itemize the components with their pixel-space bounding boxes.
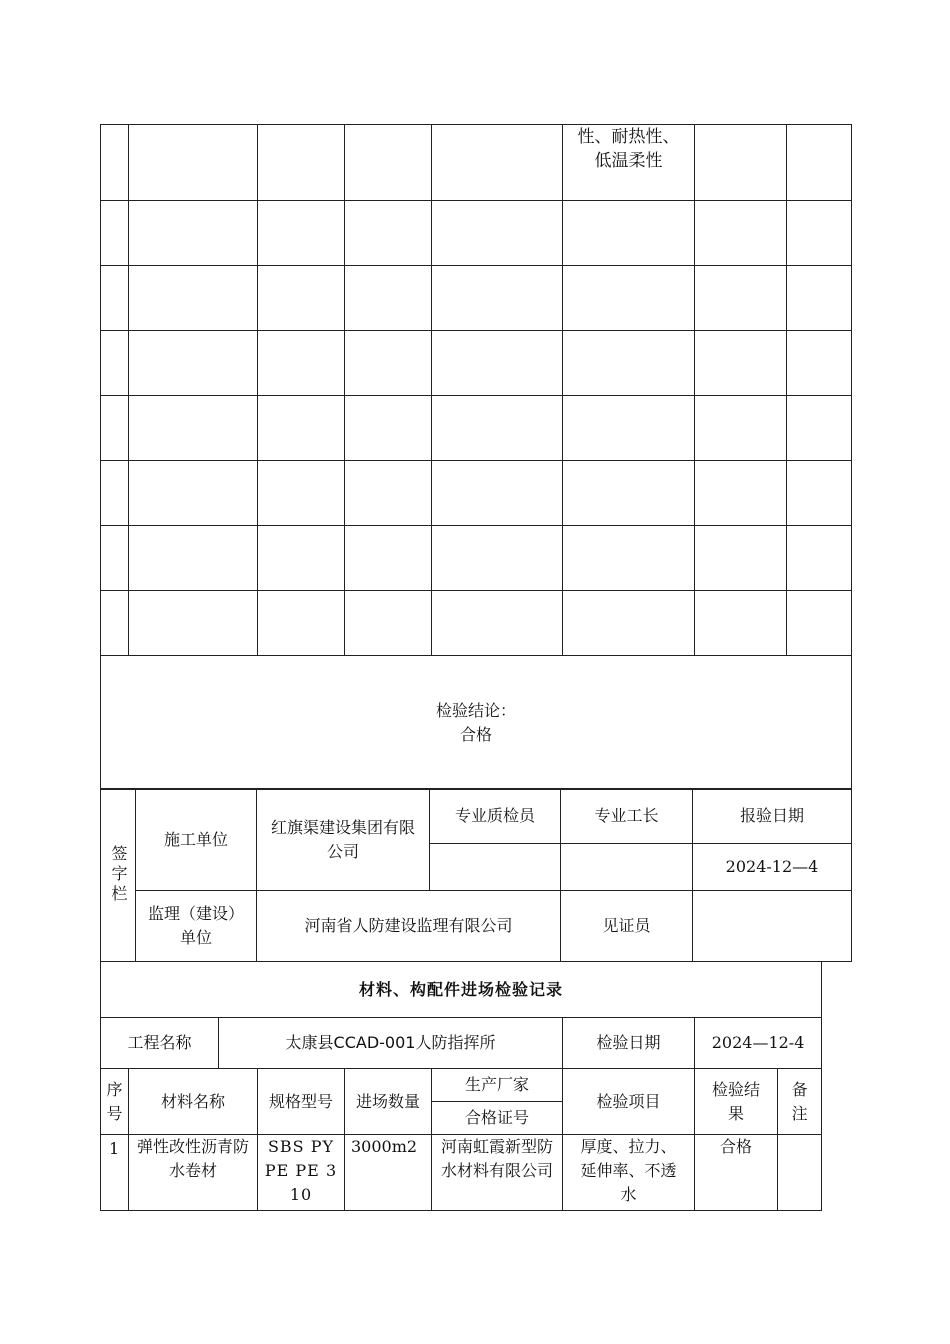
header-remark: 备注: [778, 1069, 822, 1135]
inspection-date-label: 检验日期: [563, 1018, 695, 1069]
record-title: 材料、构配件进场检验记录: [101, 962, 822, 1018]
table-row: [101, 526, 852, 591]
table-row: [101, 125, 852, 201]
report-date-value: 2024-12—4: [693, 844, 852, 891]
signature-side-label: 签字栏: [109, 845, 128, 905]
project-name-label: 工程名称: [101, 1018, 219, 1069]
construction-unit-label: 施工单位: [136, 789, 257, 891]
header-quantity: 进场数量: [345, 1069, 432, 1135]
row-material: 弹性改性沥青防水卷材: [129, 1135, 258, 1211]
row-spec: SBS PY PE PE 3 10: [258, 1135, 345, 1211]
supervision-unit-label: 监理（建设）单位: [136, 891, 257, 962]
supervision-unit-value: 河南省人防建设监理有限公司: [257, 891, 561, 962]
row-quantity: 3000m2: [345, 1135, 432, 1211]
inspection-items-cell: 性、耐热性、低温柔性: [563, 125, 695, 201]
foreman-label: 专业工长: [561, 789, 693, 844]
construction-unit-value: 红旗渠建设集团有限公司: [257, 789, 430, 891]
header-no: 序号: [101, 1069, 129, 1135]
witness-signature: [693, 891, 852, 962]
signature-table: [100, 788, 852, 962]
signature-side-label-cell: [101, 789, 136, 962]
foreman-signature: [561, 844, 693, 891]
table-row: [101, 331, 852, 396]
header-manufacturer: 生产厂家: [432, 1069, 563, 1102]
conclusion-row: [101, 656, 852, 790]
quality-inspector-label: 专业质检员: [430, 789, 561, 844]
inspection-continuation-table: [100, 124, 852, 790]
project-name-value: 太康县CCAD-001人防指挥所: [219, 1018, 563, 1069]
table-row: [101, 1135, 822, 1211]
row-manufacturer: 河南虹霞新型防水材料有限公司: [432, 1135, 563, 1211]
header-spec: 规格型号: [258, 1069, 345, 1135]
conclusion-label: 检验结论：: [435, 700, 516, 720]
table-row: [101, 461, 852, 526]
table-row: [101, 266, 852, 331]
conclusion-value: 合格: [459, 724, 492, 744]
row-remark: [778, 1135, 822, 1211]
header-result: 检验结果: [695, 1069, 778, 1135]
header-certificate: 合格证号: [432, 1102, 563, 1135]
table-row: [101, 396, 852, 461]
header-material: 材料名称: [129, 1069, 258, 1135]
report-date-label: 报验日期: [693, 789, 852, 844]
table-row: [101, 201, 852, 266]
inspection-date-value: 2024—12-4: [695, 1018, 822, 1069]
header-items: 检验项目: [563, 1069, 695, 1135]
row-no: 1: [101, 1135, 129, 1211]
witness-label: 见证员: [561, 891, 693, 962]
material-inspection-record-table: [100, 961, 822, 1211]
table-row: [101, 591, 852, 656]
row-result: 合格: [695, 1135, 778, 1211]
quality-inspector-signature: [430, 844, 561, 891]
row-items: 厚度、拉力、延伸率、不透水: [563, 1135, 695, 1211]
